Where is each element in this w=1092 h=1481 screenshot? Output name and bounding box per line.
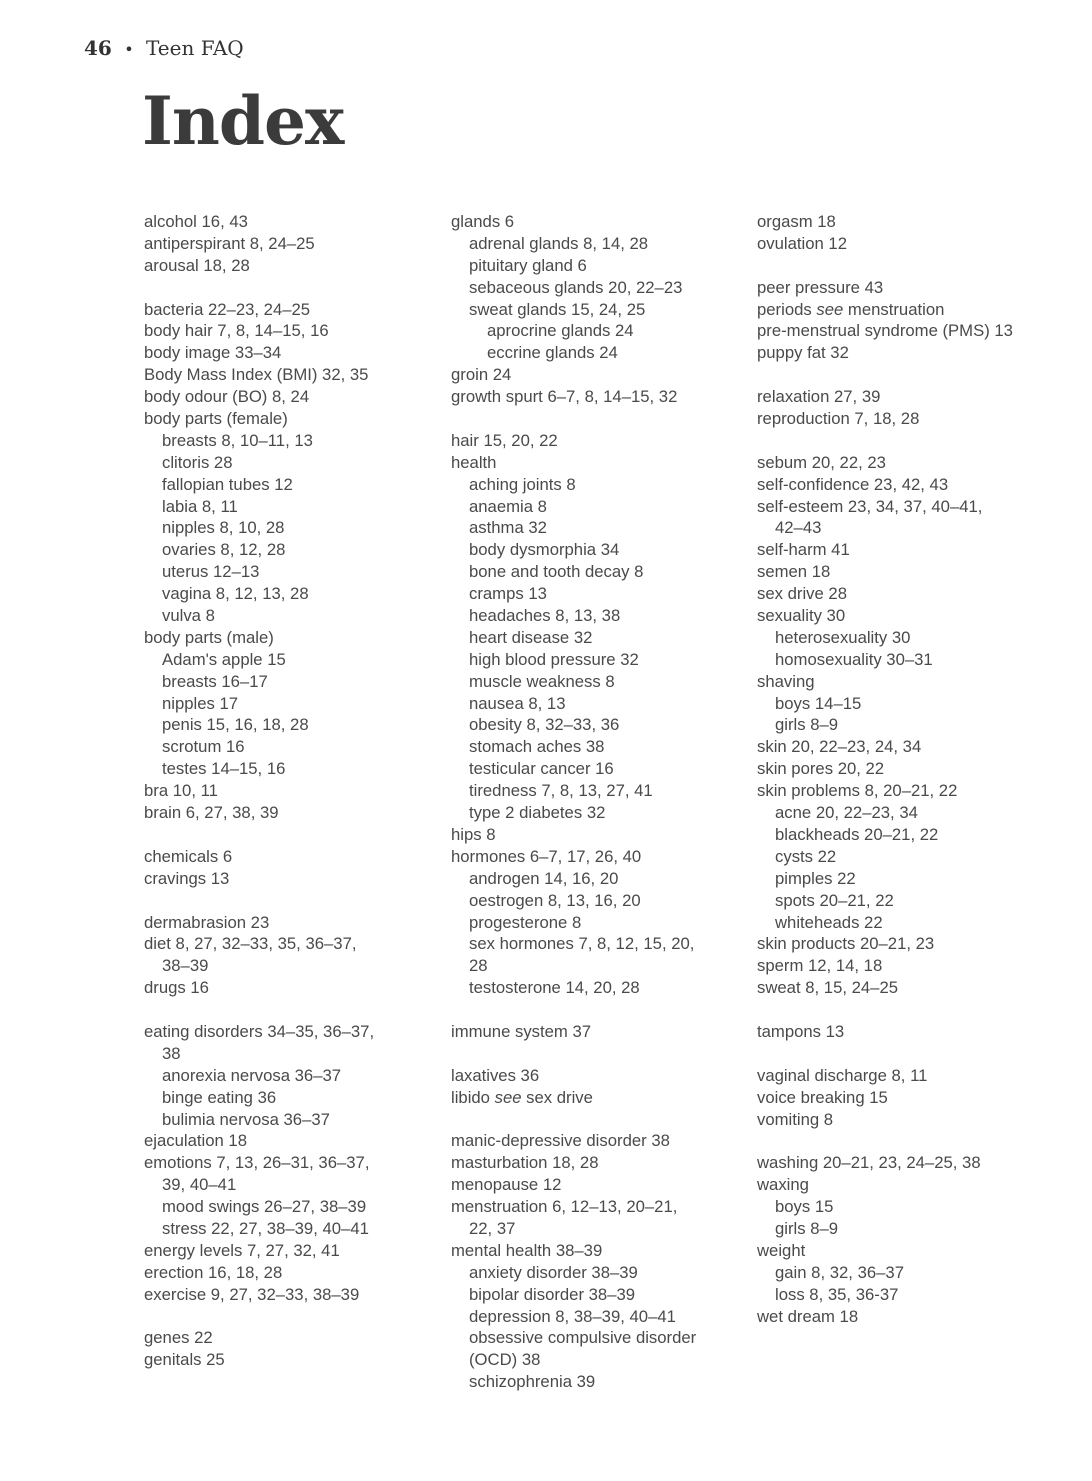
index-subentry: testes 14–15, 16 (162, 759, 286, 779)
index-subentry: vagina 8, 12, 13, 28 (162, 584, 309, 604)
index-subentry: anorexia nervosa 36–37 (162, 1065, 342, 1085)
index-subentry: androgen 14, 16, 20 (469, 868, 619, 888)
see-target: menstruation (847, 299, 945, 319)
index-column-1 (144, 211, 434, 1371)
index-subentry: nausea 8, 13 (469, 693, 566, 713)
index-entry: orgasm 18 (757, 212, 836, 231)
index-entry: semen 18 (757, 562, 831, 582)
index-subentry: asthma 32 (469, 518, 547, 538)
index-entry: body hair 7, 8, 14–15, 16 (144, 321, 329, 341)
index-spacer (757, 364, 1057, 386)
index-entry: sex drive 28 (757, 584, 847, 604)
index-entry: genes 22 (144, 1328, 213, 1348)
index-subentry: body dysmorphia 34 (469, 540, 620, 560)
index-subentry: whiteheads 22 (775, 912, 883, 932)
index-entry: tampons 13 (757, 1021, 845, 1041)
index-subentry: cysts 22 (775, 846, 837, 866)
index-subentry: nipples 17 (162, 693, 239, 713)
index-entry: puppy fat 32 (757, 343, 849, 363)
index-spacer (757, 255, 1057, 277)
index-subentry: ovaries 8, 12, 28 (162, 540, 286, 560)
index-subentry: sex hormones 7, 8, 12, 15, 20, (469, 934, 695, 954)
index-subentry: breasts 16–17 (162, 671, 268, 691)
index-subentry: labia 8, 11 (162, 496, 238, 516)
index-subentry: heart disease 32 (469, 627, 593, 647)
index-entry: reproduction 7, 18, 28 (757, 409, 920, 429)
index-spacer (757, 1130, 1057, 1152)
index-subentry: 38 (162, 1043, 181, 1063)
index-spacer (451, 1043, 741, 1065)
index-entry: sperm 12, 14, 18 (757, 956, 883, 976)
index-entry: wet dream 18 (757, 1306, 859, 1326)
index-spacer (451, 999, 741, 1021)
index-entry: skin problems 8, 20–21, 22 (757, 781, 958, 801)
see-reference: see (816, 299, 844, 319)
index-column-2 (451, 211, 741, 1393)
index-entry: laxatives 36 (451, 1065, 540, 1085)
index-subentry: sweat glands 15, 24, 25 (469, 299, 646, 319)
index-subentry: penis 15, 16, 18, 28 (162, 715, 309, 735)
index-entry: growth spurt 6–7, 8, 14–15, 32 (451, 387, 678, 407)
index-subentry: bipolar disorder 38–39 (469, 1284, 636, 1304)
index-entry: body parts (female) (144, 409, 288, 429)
index-entry: emotions 7, 13, 26–31, 36–37, (144, 1153, 370, 1173)
index-spacer (144, 277, 434, 299)
index-spacer (757, 430, 1057, 452)
index-subentry: eccrine glands 24 (487, 343, 618, 363)
index-subentry: headaches 8, 13, 38 (469, 606, 621, 626)
index-subentry: high blood pressure 32 (469, 649, 639, 669)
index-subentry: loss 8, 35, 36-37 (775, 1284, 899, 1304)
index-entry: Body Mass Index (BMI) 32, 35 (144, 365, 369, 385)
index-entry: glands 6 (451, 212, 515, 231)
index-entry: shaving (757, 671, 815, 691)
index-spacer (451, 408, 741, 430)
index-subentry: mood swings 26–27, 38–39 (162, 1197, 367, 1217)
index-entry: masturbation 18, 28 (451, 1153, 599, 1173)
index-subentry: 42–43 (775, 518, 822, 538)
index-subentry: girls 8–9 (775, 1218, 839, 1238)
index-entry: sexuality 30 (757, 606, 846, 626)
index-subentry: cramps 13 (469, 584, 547, 604)
index-subentry: scrotum 16 (162, 737, 245, 757)
page-number: 46 (84, 36, 112, 60)
index-subentry: stress 22, 27, 38–39, 40–41 (162, 1218, 369, 1238)
index-subentry: binge eating 36 (162, 1087, 277, 1107)
index-subentry: nipples 8, 10, 28 (162, 518, 285, 538)
index-entry: ovulation 12 (757, 233, 847, 253)
index-term: libido (451, 1087, 490, 1107)
index-entry: diet 8, 27, 32–33, 35, 36–37, (144, 934, 357, 954)
index-entry: bra 10, 11 (144, 781, 218, 801)
index-entry: sebum 20, 22, 23 (757, 452, 886, 472)
index-subentry: heterosexuality 30 (775, 627, 911, 647)
index-subentry: tiredness 7, 8, 13, 27, 41 (469, 781, 653, 801)
index-subentry: pituitary gland 6 (469, 255, 587, 275)
index-entry: manic-depressive disorder 38 (451, 1131, 670, 1151)
index-entry: pre-menstrual syndrome (PMS) 13 (757, 321, 1013, 341)
index-subentry: testicular cancer 16 (469, 759, 614, 779)
index-subentry: clitoris 28 (162, 452, 233, 472)
index-entry: hair 15, 20, 22 (451, 430, 558, 450)
index-entry: menopause 12 (451, 1175, 562, 1195)
index-entry: ejaculation 18 (144, 1131, 247, 1151)
index-spacer (757, 1043, 1057, 1065)
index-spacer (451, 1109, 741, 1131)
index-entry: mental health 38–39 (451, 1240, 603, 1260)
index-subentry: bulimia nervosa 36–37 (162, 1109, 330, 1129)
index-entry: antiperspirant 8, 24–25 (144, 233, 315, 253)
index-subentry: obesity 8, 32–33, 36 (469, 715, 620, 735)
index-term: periods (757, 299, 812, 319)
index-subentry: type 2 diabetes 32 (469, 803, 606, 823)
index-subentry: obsessive compulsive disorder (469, 1328, 697, 1348)
index-subentry: depression 8, 38–39, 40–41 (469, 1306, 676, 1326)
see-reference: see (494, 1087, 522, 1107)
see-target: sex drive (526, 1087, 593, 1107)
index-subentry: oestrogen 8, 13, 16, 20 (469, 890, 641, 910)
index-subentry: testosterone 14, 20, 28 (469, 978, 640, 998)
index-entry: washing 20–21, 23, 24–25, 38 (757, 1153, 981, 1173)
index-subentry: stomach aches 38 (469, 737, 605, 757)
index-entry: alcohol 16, 43 (144, 212, 248, 231)
index-subentry: Adam's apple 15 (162, 649, 286, 669)
index-entry: menstruation 6, 12–13, 20–21, (451, 1197, 678, 1217)
index-entry: energy levels 7, 27, 32, 41 (144, 1240, 340, 1260)
index-entry: dermabrasion 23 (144, 912, 270, 932)
index-entry: health (451, 452, 497, 472)
running-head (84, 36, 244, 60)
index-subentry: homosexuality 30–31 (775, 649, 933, 669)
index-entry: hormones 6–7, 17, 26, 40 (451, 846, 642, 866)
book-title: Teen FAQ (146, 36, 244, 60)
index-subentry: 28 (469, 956, 488, 976)
index-subentry: (OCD) 38 (469, 1350, 541, 1370)
index-entry: body parts (male) (144, 627, 274, 647)
index-entry: skin pores 20, 22 (757, 759, 885, 779)
index-entry: voice breaking 15 (757, 1087, 888, 1107)
index-entry: eating disorders 34–35, 36–37, (144, 1021, 375, 1041)
index-subentry: boys 15 (775, 1197, 834, 1217)
index-spacer (144, 999, 434, 1021)
index-entry: body odour (BO) 8, 24 (144, 387, 310, 407)
index-subentry: anaemia 8 (469, 496, 547, 516)
index-subentry: bone and tooth decay 8 (469, 562, 644, 582)
index-spacer (144, 824, 434, 846)
index-entry: immune system 37 (451, 1021, 592, 1041)
index-subentry: vulva 8 (162, 606, 215, 626)
index-column-3 (757, 211, 1057, 1327)
index-entry: self-confidence 23, 42, 43 (757, 474, 949, 494)
index-subentry: 38–39 (162, 956, 209, 976)
index-entry: chemicals 6 (144, 846, 233, 866)
index-subentry: anxiety disorder 38–39 (469, 1262, 638, 1282)
index-entry: relaxation 27, 39 (757, 387, 881, 407)
index-subentry: aprocrine glands 24 (487, 321, 634, 341)
page-title: Index (142, 82, 344, 160)
index-entry: drugs 16 (144, 978, 209, 998)
index-subentry: adrenal glands 8, 14, 28 (469, 233, 649, 253)
index-subentry: fallopian tubes 12 (162, 474, 293, 494)
index-subentry: acne 20, 22–23, 34 (775, 803, 918, 823)
index-subentry: muscle weakness 8 (469, 671, 615, 691)
index-entry: vomiting 8 (757, 1109, 834, 1129)
index-spacer (144, 1306, 434, 1328)
index-subentry: pimples 22 (775, 868, 856, 888)
index-entry: skin 20, 22–23, 24, 34 (757, 737, 922, 757)
index-entry: peer pressure 43 (757, 277, 884, 297)
index-entry: sweat 8, 15, 24–25 (757, 978, 899, 998)
index-entry: weight (757, 1240, 806, 1260)
index-subentry: progesterone 8 (469, 912, 582, 932)
index-entry: groin 24 (451, 365, 512, 385)
header-separator: • (124, 40, 134, 59)
index-subentry: spots 20–21, 22 (775, 890, 894, 910)
index-entry: hips 8 (451, 824, 496, 844)
index-entry (451, 1087, 741, 1109)
index-spacer (757, 999, 1057, 1021)
index-entry: self-esteem 23, 34, 37, 40–41, (757, 496, 983, 516)
index-entry: skin products 20–21, 23 (757, 934, 935, 954)
index-entry: vaginal discharge 8, 11 (757, 1065, 928, 1085)
index-subentry: girls 8–9 (775, 715, 839, 735)
index-entry: brain 6, 27, 38, 39 (144, 803, 279, 823)
index-entry: bacteria 22–23, 24–25 (144, 299, 311, 319)
index-entry: waxing (757, 1175, 809, 1195)
index-entry: body image 33–34 (144, 343, 282, 363)
index-entry: self-harm 41 (757, 540, 850, 560)
index-subentry: uterus 12–13 (162, 562, 260, 582)
index-subentry: gain 8, 32, 36–37 (775, 1262, 904, 1282)
index-subentry: 22, 37 (469, 1218, 516, 1238)
index-entry: erection 16, 18, 28 (144, 1262, 283, 1282)
index-subentry: 39, 40–41 (162, 1175, 237, 1195)
index-spacer (144, 890, 434, 912)
index-subentry: schizophrenia 39 (469, 1372, 596, 1392)
index-subentry: breasts 8, 10–11, 13 (162, 430, 313, 450)
index-entry: genitals 25 (144, 1350, 225, 1370)
index-entry: exercise 9, 27, 32–33, 38–39 (144, 1284, 360, 1304)
index-subentry: blackheads 20–21, 22 (775, 824, 939, 844)
index-subentry: sebaceous glands 20, 22–23 (469, 277, 683, 297)
index-entry (757, 299, 1057, 321)
index-subentry: boys 14–15 (775, 693, 862, 713)
index-subentry: aching joints 8 (469, 474, 576, 494)
index-entry: cravings 13 (144, 868, 230, 888)
index-entry: arousal 18, 28 (144, 255, 250, 275)
